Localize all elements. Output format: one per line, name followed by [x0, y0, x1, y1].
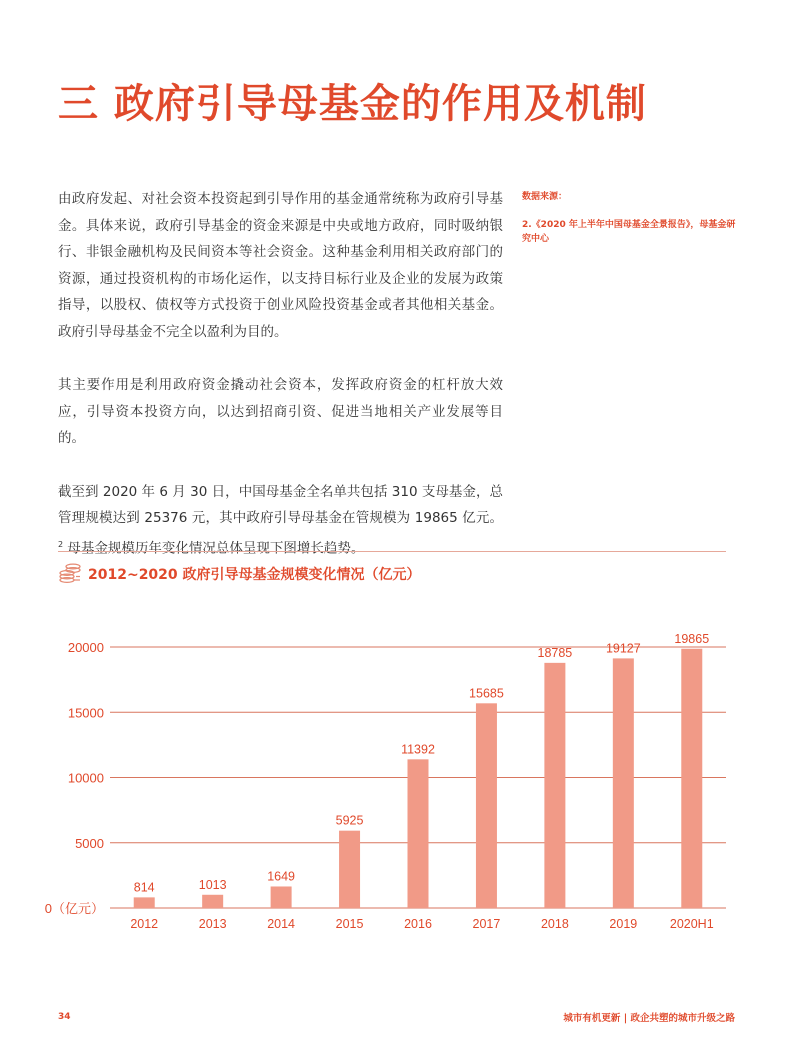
bars [134, 649, 703, 908]
x-tick-label: 2014 [267, 917, 296, 931]
x-tick-label: 2012 [130, 917, 159, 931]
data-label: 1013 [198, 877, 227, 892]
chart-header [58, 562, 421, 586]
bar [476, 703, 497, 908]
y-tick-label: 15000 [67, 705, 104, 721]
y-tick-label: 20000 [67, 640, 104, 655]
x-tick-label: 2017 [472, 917, 501, 931]
y-tick-label: 5000 [75, 835, 104, 851]
x-tick-label: 2016 [404, 917, 432, 931]
footnote-marker: 2 [58, 539, 64, 549]
x-tick-label: 2013 [198, 917, 227, 931]
data-label: 15685 [469, 686, 504, 701]
bar-chart [0, 600, 793, 940]
footer-title: 城市有机更新 | 政企共塑的城市升级之路 [563, 1013, 735, 1024]
page-title: 三 政府引导母基金的作用及机制 [58, 81, 647, 127]
paragraph-3-tail: 母基金规模历年变化情况总体呈现下图增长趋势。 [63, 540, 365, 556]
bar [681, 649, 702, 908]
bar [134, 897, 155, 908]
data-label: 18785 [537, 645, 573, 660]
y-tick-label: 10000 [67, 770, 104, 786]
body-text [58, 186, 503, 589]
coins-icon [58, 562, 82, 586]
paragraph-3 [58, 479, 503, 562]
y-tick-label: 0（亿元） [44, 901, 104, 916]
bar [613, 658, 634, 908]
data-label: 19865 [674, 631, 710, 646]
x-tick-label: 2018 [540, 917, 569, 931]
section-divider [58, 551, 726, 552]
x-tick-label: 2019 [609, 917, 638, 931]
data-label: 11392 [401, 742, 435, 757]
bar [271, 886, 292, 908]
data-label: 1649 [267, 869, 296, 884]
chart-title: 2012~2020 政府引导母基金规模变化情况（亿元） [88, 567, 421, 583]
bar [202, 895, 223, 908]
data-label: 814 [133, 880, 155, 895]
paragraph-2: 其主要作用是利用政府资金撬动社会资本，发挥政府资金的杠杆放大效应，引导资本投资方向，以达到招商引资、促进当地相关产业发展等目的。 [58, 377, 503, 446]
x-tick-label: 2015 [335, 917, 364, 931]
page-number: 34 [58, 1012, 71, 1022]
data-label: 19127 [605, 641, 641, 656]
paragraph-1: 由政府发起、对社会资本投资起到引导作用的基金通常统称为政府引导基金。具体来说，政府引导基金的资金来源是中央或地方政府，同时吸纳银行、非银金融机构及民间资本等社会资金。这种基金利用相关政府部门的资源，通过投资机构的市场化运作，以支持目标行业及企业的发展为政策指导，以股权、债权等方式投资于创业风险投资基金或者其他相关基金。政府引导母基金不完全以盈利为目的。 [58, 191, 503, 340]
source-item: 2.《2020 年上半年中国母基金全景报告》，母基金研究中心 [522, 220, 736, 244]
data-label: 5925 [335, 813, 364, 828]
x-tick-label: 2020H1 [669, 917, 714, 931]
source-note [522, 190, 742, 246]
bar [408, 759, 429, 908]
bar [544, 663, 565, 908]
bar [339, 831, 360, 908]
paragraph-3-main: 截至到 2020 年 6 月 30 日，中国母基金全名单共包括 310 支母基金，总管理规模达到 25376 元，其中政府引导母基金在管规模为 19865 亿元。 [58, 483, 503, 526]
source-heading: 数据来源： [522, 192, 568, 202]
